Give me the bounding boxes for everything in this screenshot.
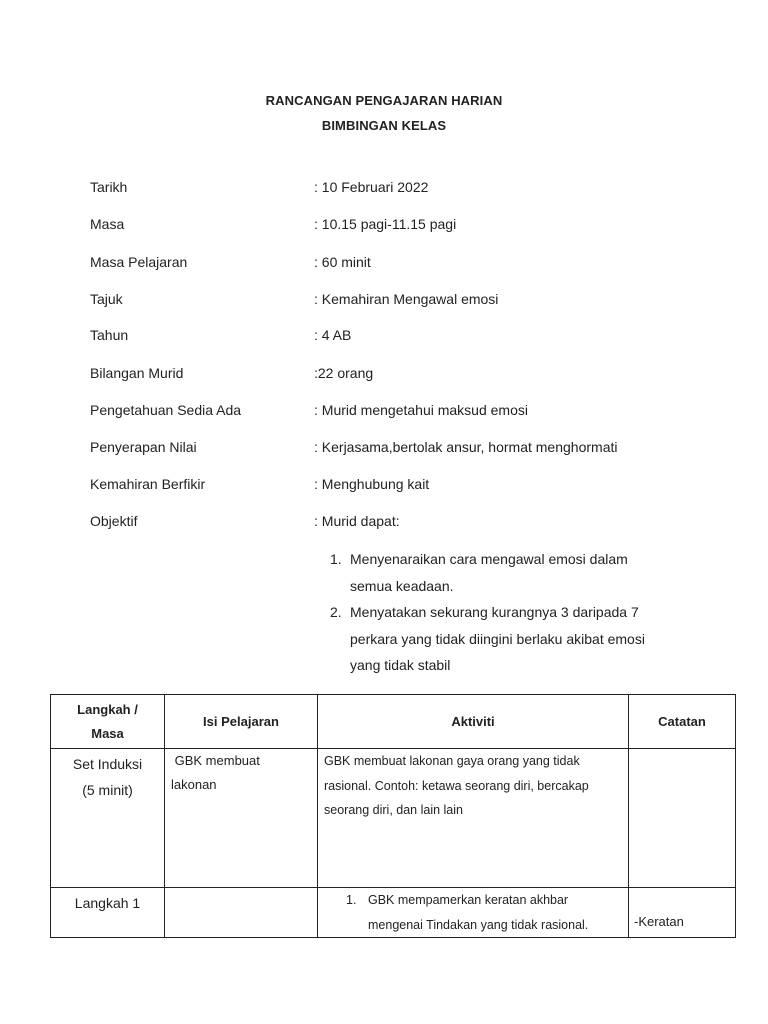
info-value-tarikh: : 10 Februari 2022 <box>314 179 429 195</box>
info-label-bilangan-murid: Bilangan Murid <box>90 365 184 381</box>
document-subtitle: BIMBINGAN KELAS <box>321 118 447 133</box>
table-header-row <box>51 695 736 749</box>
cell-text-line: GBK mempamerkan keratan akhbar <box>368 893 569 907</box>
info-label-objektif: Objektif <box>90 513 138 529</box>
objective-number: 1. <box>330 551 342 567</box>
objectives-list <box>314 546 694 679</box>
cell-text-line: (5 minit) <box>82 782 133 798</box>
cell-langkah <box>51 888 165 938</box>
cell-text-line: Langkah 1 <box>74 895 141 911</box>
objective-text-line: perkara yang tidak diingini berlaku akibat emosi <box>350 630 645 647</box>
header-aktiviti: Aktiviti <box>318 695 629 749</box>
info-label-penyerapan-nilai: Penyerapan Nilai <box>90 439 197 455</box>
cell-text-line: GBK membuat <box>171 753 260 768</box>
objective-text-line: Menyatakan sekurang kurangnya 3 daripada 7 <box>350 604 639 620</box>
cell-text-line: rasional. Contoh: ketawa seorang diri, bercakap <box>324 778 589 793</box>
aktiviti-number: 1. <box>346 893 357 907</box>
info-value-tajuk: : Kemahiran Mengawal emosi <box>314 291 499 307</box>
cell-text-line: GBK membuat lakonan gaya orang yang tidak <box>324 754 580 768</box>
header-masa-line: Masa <box>91 725 124 741</box>
header-isi-pelajaran: Isi Pelajaran <box>165 695 318 749</box>
cell-text-line: Set Induksi <box>72 756 143 772</box>
lesson-plan-table <box>50 694 736 938</box>
info-value-masa: : 10.15 pagi-11.15 pagi <box>314 216 457 232</box>
cell-text-line: seorang diri, dan lain lain <box>324 803 463 817</box>
cell-catatan <box>629 888 736 938</box>
info-label-kemahiran-berfikir: Kemahiran Berfikir <box>90 476 206 492</box>
objective-number: 2. <box>330 604 342 620</box>
info-label-masa-pelajaran: Masa Pelajaran <box>90 254 188 270</box>
document-title: RANCANGAN PENGAJARAN HARIAN <box>265 93 503 108</box>
info-value-pengetahuan: : Murid mengetahui maksud emosi <box>314 402 528 418</box>
objective-text-line: yang tidak stabil <box>350 657 451 673</box>
info-label-tajuk: Tajuk <box>90 291 123 307</box>
cell-isi-pelajaran <box>165 749 318 888</box>
cell-aktiviti <box>318 749 629 888</box>
info-label-masa: Masa <box>90 216 125 232</box>
cell-text-line: lakonan <box>171 777 217 792</box>
objective-item <box>314 546 694 599</box>
table-row <box>51 749 736 888</box>
info-label-pengetahuan: Pengetahuan Sedia Ada <box>90 402 242 418</box>
objective-text-line: Menyenaraikan cara mengawal emosi dalam <box>350 551 628 567</box>
info-value-objektif: : Murid dapat: <box>314 513 400 529</box>
info-value-kemahiran-berfikir: : Menghubung kait <box>314 476 430 492</box>
cell-text-line: -Keratan <box>634 914 684 929</box>
info-label-tahun: Tahun <box>90 327 129 343</box>
objective-item <box>314 599 694 679</box>
aktiviti-list-item <box>318 888 628 937</box>
header-catatan: Catatan <box>629 695 736 749</box>
table-row <box>51 888 736 938</box>
info-label-tarikh: Tarikh <box>90 179 128 195</box>
cell-catatan <box>629 749 736 888</box>
info-value-penyerapan-nilai: : Kerjasama,bertolak ansur, hormat menghormati <box>314 439 618 455</box>
info-value-bilangan-murid: :22 orang <box>314 365 374 381</box>
info-value-tahun: : 4 AB <box>314 327 352 343</box>
cell-aktiviti <box>318 888 629 938</box>
cell-langkah <box>51 749 165 888</box>
cell-text-line: mengenai Tindakan yang tidak rasional. <box>368 917 589 932</box>
objective-text-line: semua keadaan. <box>350 577 454 594</box>
info-value-masa-pelajaran: : 60 minit <box>314 254 371 270</box>
header-langkah-line: Langkah / <box>77 701 138 717</box>
header-langkah-masa <box>51 695 165 749</box>
cell-isi-pelajaran <box>165 888 318 938</box>
